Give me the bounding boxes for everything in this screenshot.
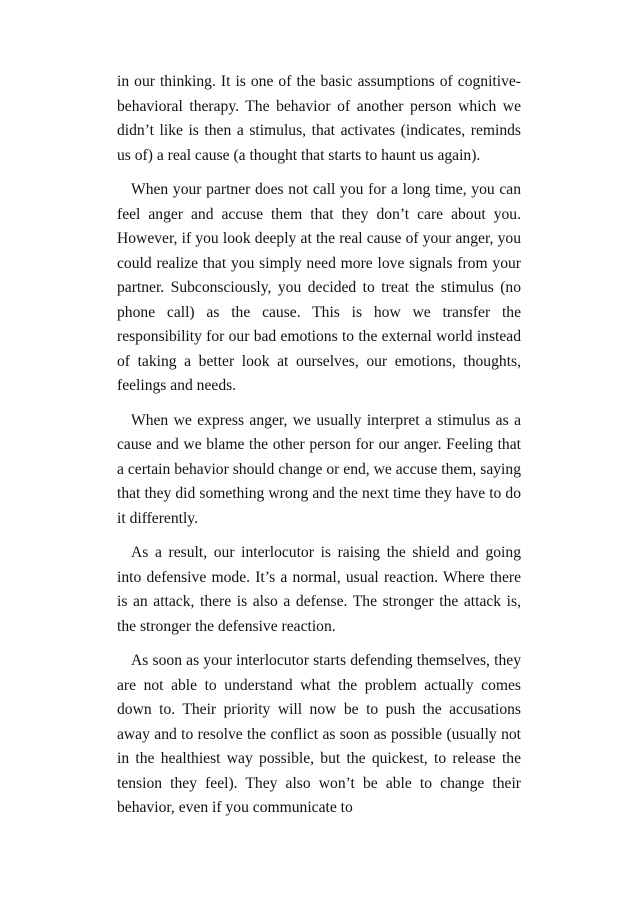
paragraph-defending-themselves: As soon as your interlocutor starts defending themselves, they are not able to understand what the problem actually comes down to. Their priority will now be to push the accusations away and to resolve the conflict as soon as possible (usually not in the healthiest way possible, but the quickest, to release the tension they feel). They also won’t be able to change their behavior, even if you communicate to: [117, 652, 521, 816]
paragraph-partner-anger: When your partner does not call you for a long time, you can feel anger and accuse them that they don’t care about you. However, if you look deeply at the real cause of your anger, you could realize that you simply need more love signals from your partner. Subconsciously, you decided to treat the stimulus (no phone call) as the cause. This is how we transfer the responsibility for our bad emotions to the external world instead of taking a better look at ourselves, our emotions, thoughts, feelings and needs.: [117, 181, 521, 394]
page-body-text: [117, 70, 521, 831]
paragraph-continued: in our thinking. It is one of the basic assumptions of cognitive-behavioral therapy. The behavior of another person which we didn’t like is then a stimulus, that activates (indicates, reminds us of) a real cause (a thought that starts to haunt us again).: [117, 73, 521, 164]
paragraph-expressing-anger: When we express anger, we usually interpret a stimulus as a cause and we blame the other person for our anger. Feeling that a certain behavior should change or end, we accuse them, saying that they did something wrong and the next time they have to do it differently.: [117, 411, 521, 527]
paragraph-defensive-mode: As a result, our interlocutor is raising the shield and going into defensive mode. It’s a normal, usual reaction. Where there is an attack, there is also a defense. The stronger the attack is, the stronger the defensive reaction.: [117, 544, 521, 635]
